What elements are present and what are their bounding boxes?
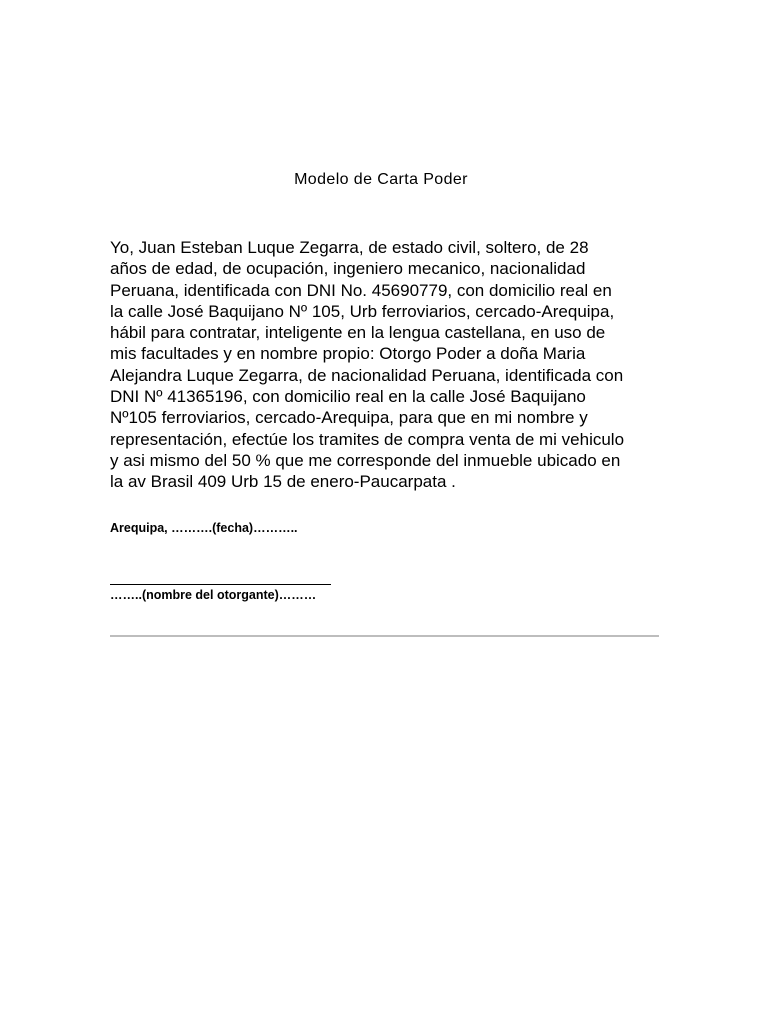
page-divider bbox=[110, 635, 659, 637]
document-title: Modelo de Carta Poder bbox=[294, 171, 468, 188]
document-body: Yo, Juan Esteban Luque Zegarra, de estado civil, soltero, de 28 años de edad, de ocupación, ingeniero mecanico, nacionalidad Peruana, identificada con DNI No. 45690779, con domicilio real en la calle José Baquijano Nº 105, Urb ferroviarios, cercado-Arequipa, hábil para contratar, inteligente en la lengua castellana, en uso de mis facultades y en nombre propio: Otorgo Poder a doña Maria Alejandra Luque Zegarra, de nacionalidad Peruana, identificada con DNI Nº 41365196, con domicilio real en la calle José Baquijano Nº105 ferroviarios, cercado-Arequipa, para que en mi nombre y representación, efectúe los tramites de compra venta de mi vehiculo y asi mismo del 50 % que me corresponde del inmueble ubicado en la av Brasil 409 Urb 15 de enero-Paucarpata . bbox=[110, 238, 625, 492]
signer-name: ……..(nombre del otorgante)……… bbox=[110, 588, 317, 602]
place-date-line: Arequipa, ……….(fecha)……….. bbox=[110, 521, 298, 535]
signature-line bbox=[110, 584, 331, 585]
